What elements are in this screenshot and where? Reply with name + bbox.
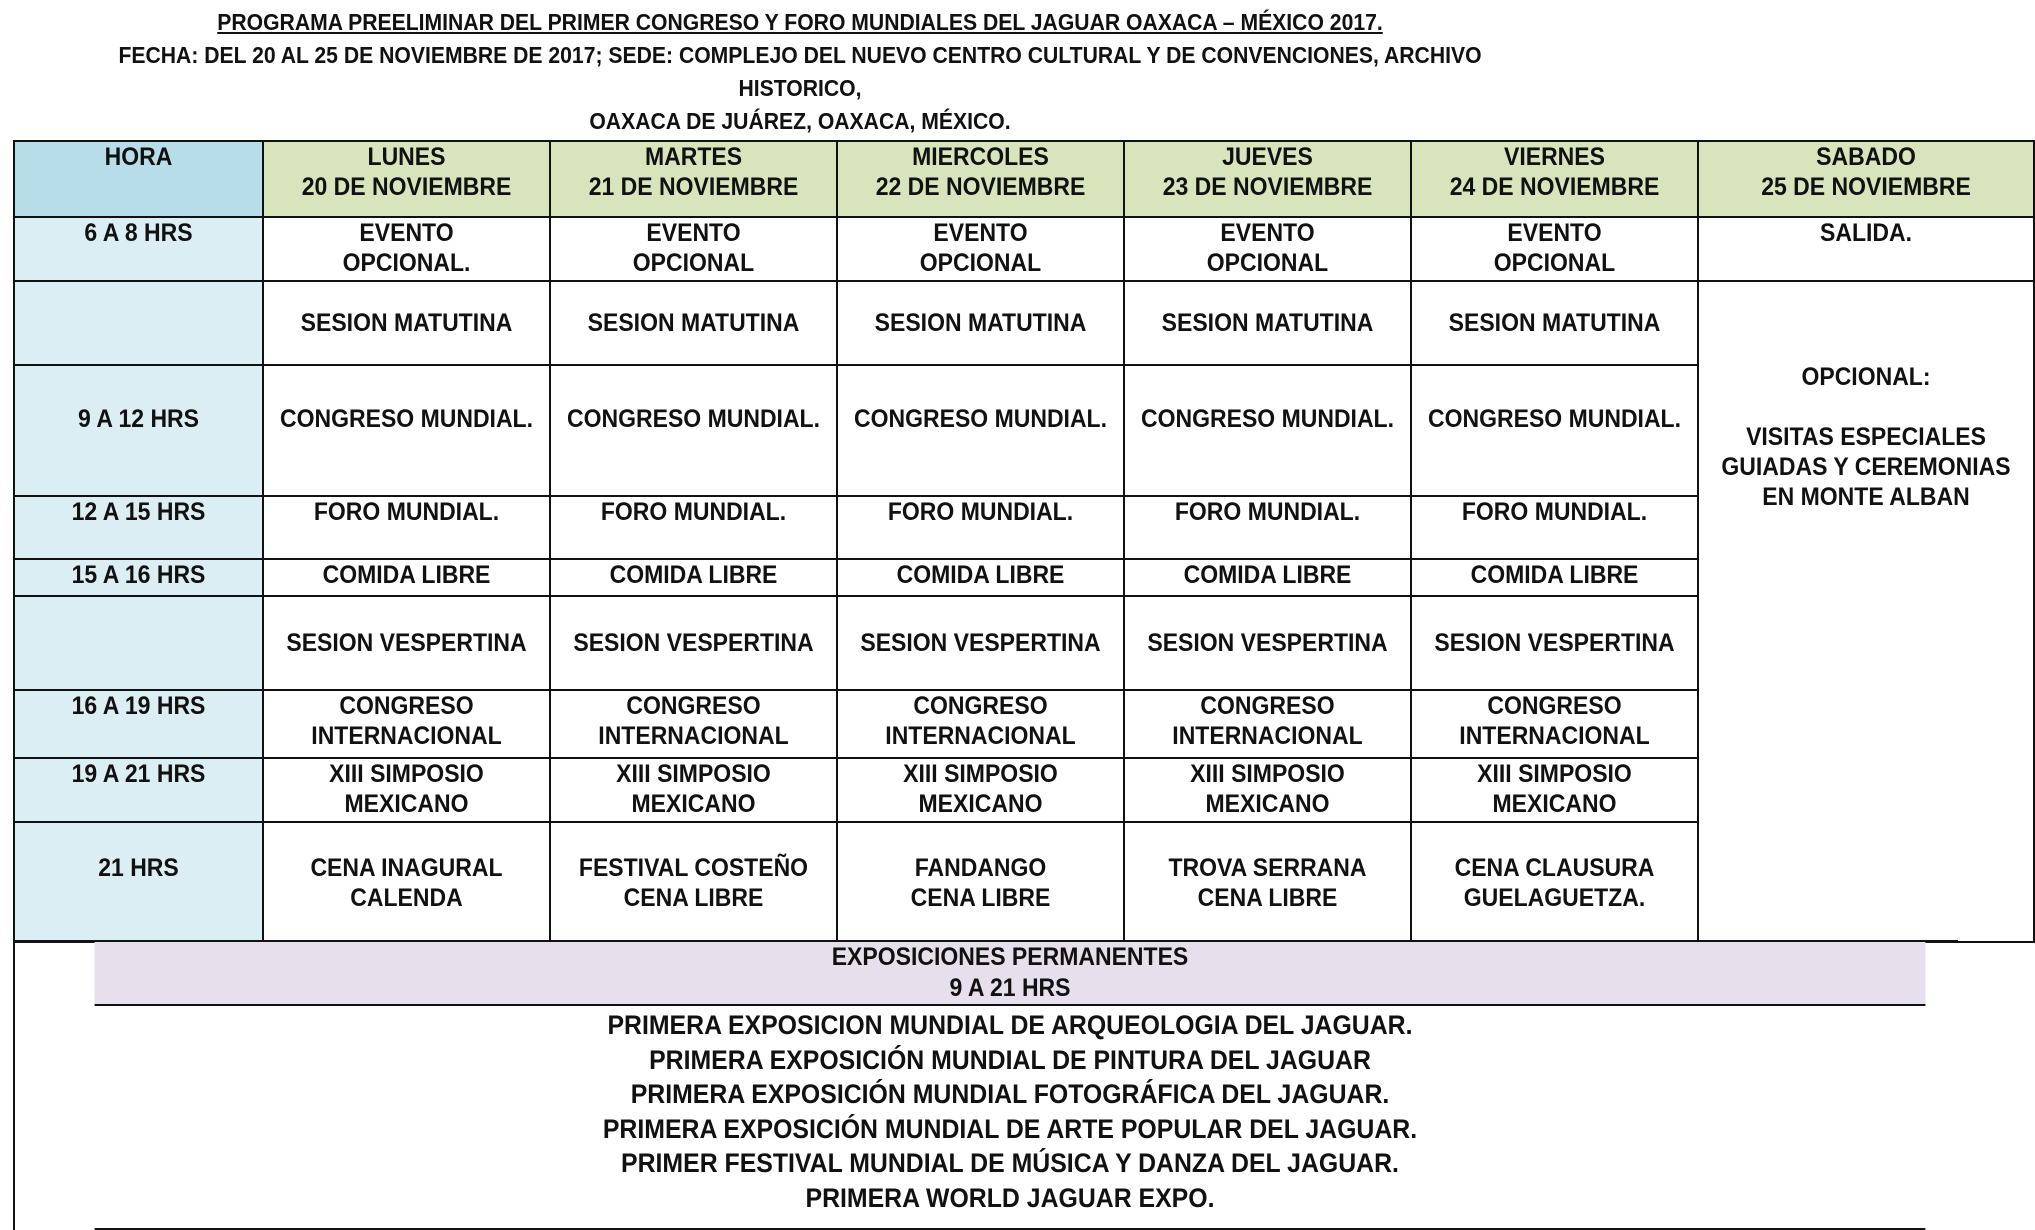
schedule-cell: CONGRESO MUNDIAL. (837, 365, 1124, 496)
schedule-cell: XIII SIMPOSIO MEXICANO (550, 758, 837, 822)
schedule-cell: EVENTO OPCIONAL (837, 217, 1124, 281)
schedule-cell: SESION VESPERTINA (263, 596, 550, 690)
hora-cell: 12 A 15 HRS (14, 496, 263, 559)
exhibitions-list (95, 1006, 1926, 1230)
day-header-lunes: LUNES 20 DE NOVIEMBRE (263, 141, 550, 217)
schedule-cell: CONGRESO MUNDIAL. (1411, 365, 1698, 496)
hora-cell: 16 A 19 HRS (14, 690, 263, 758)
schedule-cell: SESION MATUTINA (263, 281, 550, 365)
schedule-cell: EVENTO OPCIONAL (1124, 217, 1411, 281)
schedule-cell: CONGRESO MUNDIAL. (1124, 365, 1411, 496)
schedule-cell: COMIDA LIBRE (1411, 559, 1698, 596)
exhibition-item: PRIMERA EXPOSICIÓN MUNDIAL DE ARTE POPULAR DEL JAGUAR. (602, 1113, 1418, 1144)
exhibition-item: PRIMERA EXPOSICIÓN MUNDIAL DE PINTURA DEL JAGUAR (649, 1044, 1371, 1075)
schedule-cell: CONGRESO INTERNACIONAL (837, 690, 1124, 758)
header-row (14, 141, 2034, 217)
exhibitions-section (13, 940, 1958, 1230)
schedule-cell: EVENTO OPCIONAL (550, 217, 837, 281)
schedule-cell: FORO MUNDIAL. (263, 496, 550, 559)
hora-cell: 9 A 12 HRS (14, 365, 263, 496)
schedule-cell: XIII SIMPOSIO MEXICANO (1411, 758, 1698, 822)
schedule-table (13, 140, 2035, 943)
schedule-cell: SESION MATUTINA (1411, 281, 1698, 365)
exhibition-item: PRIMERA EXPOSICION MUNDIAL DE ARQUEOLOGIA DEL JAGUAR. (607, 1010, 1413, 1040)
schedule-cell: FORO MUNDIAL. (837, 496, 1124, 559)
program-title: PROGRAMA PREELIMINAR DEL PRIMER CONGRESO Y FORO MUNDIALES DEL JAGUAR OAXACA – MÉXICO 2017. (217, 9, 1383, 35)
program-location: OAXACA DE JUÁREZ, OAXACA, MÉXICO. (589, 108, 1011, 134)
day-header-miercoles: MIERCOLES 22 DE NOVIEMBRE (837, 141, 1124, 217)
hora-header: HORA (14, 141, 263, 217)
schedule-cell: XIII SIMPOSIO MEXICANO (263, 758, 550, 822)
schedule-cell: CONGRESO INTERNACIONAL (263, 690, 550, 758)
schedule-cell: SESION VESPERTINA (1411, 596, 1698, 690)
day-header-sabado: SABADO 25 DE NOVIEMBRE (1698, 141, 2034, 217)
schedule-cell: CONGRESO INTERNACIONAL (1411, 690, 1698, 758)
exhibitions-title: EXPOSICIONES PERMANENTES (831, 943, 1189, 971)
schedule-cell: COMIDA LIBRE (837, 559, 1124, 596)
schedule-cell: COMIDA LIBRE (550, 559, 837, 596)
schedule-cell-sabado-optional: OPCIONAL: VISITAS ESPECIALES GUIADAS Y CEREMONIAS EN MONTE ALBAN (1698, 281, 2034, 942)
program-date-venue: FECHA: DEL 20 AL 25 DE NOVIEMBRE DE 2017; SEDE: COMPLEJO DEL NUEVO CENTRO CULTURAL Y DE CONVENCIONES, ARCHIVO HISTORICO, (118, 42, 1482, 101)
exhibition-item: PRIMERA EXPOSICIÓN MUNDIAL FOTOGRÁFICA DEL JAGUAR. (630, 1079, 1390, 1109)
schedule-cell: SESION VESPERTINA (1124, 596, 1411, 690)
schedule-row (14, 281, 2034, 365)
schedule-cell: COMIDA LIBRE (263, 559, 550, 596)
schedule-cell: CONGRESO INTERNACIONAL (1124, 690, 1411, 758)
schedule-cell: COMIDA LIBRE (1124, 559, 1411, 596)
document-header (64, 6, 1536, 138)
schedule-cell: CONGRESO MUNDIAL. (550, 365, 837, 496)
schedule-row (14, 217, 2034, 281)
schedule-cell: FANDANGO CENA LIBRE (837, 822, 1124, 942)
schedule-cell: XIII SIMPOSIO MEXICANO (837, 758, 1124, 822)
schedule-cell-sabado: SALIDA. (1698, 217, 2034, 281)
schedule-cell: SESION MATUTINA (550, 281, 837, 365)
schedule-cell: SESION MATUTINA (837, 281, 1124, 365)
schedule-cell: CENA CLAUSURA GUELAGUETZA. (1411, 822, 1698, 942)
exhibition-item: PRIMERA WORLD JAGUAR EXPO. (805, 1182, 1215, 1213)
day-header-jueves: JUEVES 23 DE NOVIEMBRE (1124, 141, 1411, 217)
schedule-cell: FORO MUNDIAL. (550, 496, 837, 559)
hora-cell: 21 HRS (14, 822, 263, 942)
schedule-cell: CONGRESO MUNDIAL. (263, 365, 550, 496)
schedule-cell: FORO MUNDIAL. (1411, 496, 1698, 559)
hora-cell (14, 281, 263, 365)
schedule-cell: FORO MUNDIAL. (1124, 496, 1411, 559)
schedule-cell: SESION MATUTINA (1124, 281, 1411, 365)
day-header-martes: MARTES 21 DE NOVIEMBRE (550, 141, 837, 217)
hora-cell: 15 A 16 HRS (14, 559, 263, 596)
schedule-cell: SESION VESPERTINA (550, 596, 837, 690)
schedule-cell: CENA INAGURAL CALENDA (263, 822, 550, 942)
exhibitions-hours: 9 A 21 HRS (949, 974, 1071, 1002)
schedule-cell: FESTIVAL COSTEÑO CENA LIBRE (550, 822, 837, 942)
exhibition-item: PRIMER FESTIVAL MUNDIAL DE MÚSICA Y DANZA DEL JAGUAR. (621, 1148, 1399, 1178)
hora-cell: 19 A 21 HRS (14, 758, 263, 822)
hora-cell: 6 A 8 HRS (14, 217, 263, 281)
schedule-cell: SESION VESPERTINA (837, 596, 1124, 690)
exhibitions-header (95, 942, 1926, 1006)
schedule-cell: EVENTO OPCIONAL (1411, 217, 1698, 281)
schedule-cell: TROVA SERRANA CENA LIBRE (1124, 822, 1411, 942)
schedule-cell: XIII SIMPOSIO MEXICANO (1124, 758, 1411, 822)
schedule-cell: CONGRESO INTERNACIONAL (550, 690, 837, 758)
hora-cell (14, 596, 263, 690)
schedule-cell: EVENTO OPCIONAL. (263, 217, 550, 281)
day-header-viernes: VIERNES 24 DE NOVIEMBRE (1411, 141, 1698, 217)
